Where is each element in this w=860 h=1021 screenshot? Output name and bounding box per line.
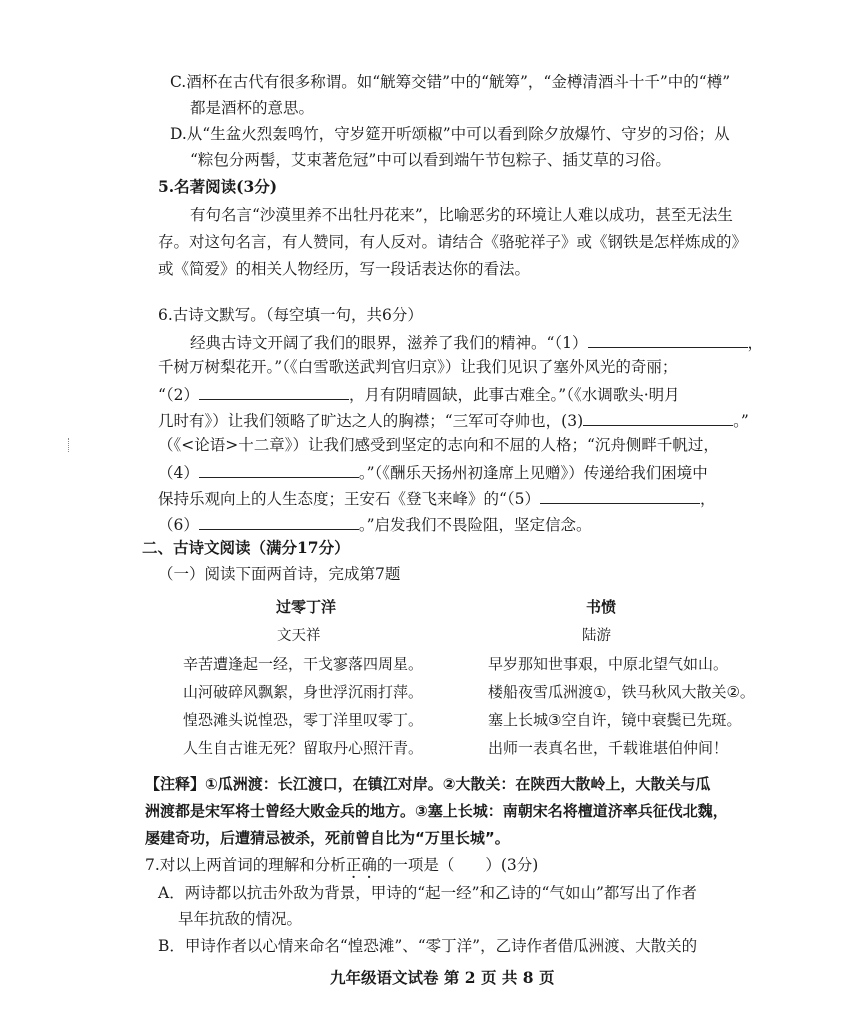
q6-heading: 6.古诗文默写。（每空填一句，共6分） [158,306,423,324]
option-d-line1: D.从“生盆火烈轰鸣竹，守岁筵开听颂椒”中可以看到除夕放爆竹、守岁的习俗；从 [170,125,730,143]
q7-stem [145,855,538,875]
blank-4[interactable] [199,461,359,478]
q6-line5: （《<论语>十二章》）让我们感受到坚定的志向和不屈的人格；“沉舟侧畔千帆过， [158,436,719,454]
q6-line7 [158,487,716,509]
poem-a-line-3: 惶恐滩头说惶恐，零丁洋里叹零丁。 [183,711,424,729]
page-footer: 九年级语文试卷 第 2 页 共 8 页 [330,968,555,987]
poem-b-author: 陆游 [582,628,611,644]
q6-text-1b: ， [747,334,764,352]
poem-b-title: 书愤 [586,598,617,616]
section2-subheading: （一）阅读下面两首诗，完成第7题 [158,565,401,583]
q5-heading: 5.名著阅读(3分) [158,177,278,196]
blank-5[interactable] [540,487,700,504]
q6-line4 [158,409,749,431]
poem-b-line-3: 塞上长城③空自许，镜中衰鬓已先斑。 [488,711,742,729]
q7-option-a-line1[interactable]: A．两诗都以抗击外敌为背景，甲诗的“起一经”和乙诗的“气如山”都写出了作者 [158,884,697,902]
poem-b-line-2: 楼船夜雪瓜洲渡①，铁马秋风大散关②。 [488,683,755,701]
poem-a-line-4: 人生自古谁无死？留取丹心照汗青。 [183,739,424,757]
q6-text-7a: 保持乐观向上的人生态度；王安石《登飞来峰》的“（5） [158,490,541,508]
q6-line6 [158,461,708,483]
poem-a-line-2: 山河破碎风飘絮，身世浮沉雨打萍。 [183,683,424,701]
poem-b-line-4: 出师一表真名世，千载谁堪伯仲间！ [488,739,729,757]
margin-scan-mark [68,438,75,452]
poem-b-line-1: 早岁那知世事艰，中原北望气如山。 [488,655,729,673]
q7-emphasis-2: 确 [361,856,377,874]
q7-emphasis-1: 正 [345,856,362,874]
option-d-line2: “粽包分两髻，艾束著危冠”中可以看到端午节包粽子、插艾草的习俗。 [190,151,671,169]
q6-text-8b: 。”启发我们不畏险阻，坚定信念。 [358,516,592,534]
q5-line2: 存。对这句名言，有人赞同，有人反对。请结合《骆驼祥子》或《钢铁是怎样炼成的》 [158,233,748,251]
notes-line2: 洲渡都是宋军将士曾经大败金兵的地方。③塞上长城：南朝宋名将檀道济率兵征伐北魏， [145,802,728,820]
q6-line1 [190,331,763,353]
q6-line2: 千树万树梨花开。”（《白雪歌送武判官归京》）让我们见识了塞外风光的奇丽； [158,358,678,376]
q6-text-3a: “（2） [158,386,200,404]
option-c-line1: C.酒杯在古代有很多称谓。如“觥筹交错”中的“觥筹”，“金樽清酒斗十千”中的“樽” [170,73,731,91]
q5-line3: 或《简爱》的相关人物经历，写一段话表达你的看法。 [158,260,531,278]
q6-text-4a: 几时有》）让我们领略了旷达之人的胸襟；“三军可夺帅也，(3) [158,412,584,430]
q6-text-1a: 经典古诗文开阔了我们的眼界，滋养了我们的精神。“（1） [190,334,588,352]
q5-line1: 有句名言“沙漠里养不出牡丹花来”，比喻恶劣的环境让人难以成功，甚至无法生 [190,206,733,224]
blank-2[interactable] [199,383,349,400]
q6-text-6b: 。”（《酬乐天扬州初逢席上见赠》）传递给我们困境中 [358,464,708,482]
poem-a-author: 文天祥 [277,628,321,644]
q6-line8 [158,513,592,535]
q7-stem-a: 7.对以上两首词的理解和分析 [145,856,346,874]
q6-text-7b: ， [700,490,716,508]
q7-stem-b: 的一项是（ ）(3分) [376,856,539,874]
q6-text-3b: ，月有阴晴圆缺，此事古难全。”（《水调歌头·明月 [349,386,680,404]
blank-3[interactable] [583,409,733,426]
poem-a-line-1: 辛苦遭逢起一经，干戈寥落四周星。 [183,655,424,673]
q7-option-a-line2: 早年抗敌的情况。 [178,910,303,928]
notes-line1: 【注释】①瓜洲渡：长江渡口，在镇江对岸。②大散关：在陕西大散岭上，大散关与瓜 [145,775,711,793]
section2-heading: 二、古诗文阅读（满分17分） [142,538,350,557]
notes-line3: 屡建奇功，后遭猜忌被杀，死前曾自比为“万里长城”。 [145,829,510,847]
q6-text-6a: （4） [158,464,199,482]
q6-text-4b: 。” [733,412,749,430]
q6-text-8a: （6） [158,516,199,534]
option-c-line2: 都是酒杯的意思。 [190,99,315,117]
blank-6[interactable] [199,513,359,530]
blank-1[interactable] [588,331,748,348]
q6-line3 [158,383,680,405]
q7-option-b-line1[interactable]: B．甲诗作者以心情来命名“惶恐滩”、“零丁洋”，乙诗作者借瓜洲渡、大散关的 [158,937,698,955]
poem-a-title: 过零丁洋 [276,598,337,616]
